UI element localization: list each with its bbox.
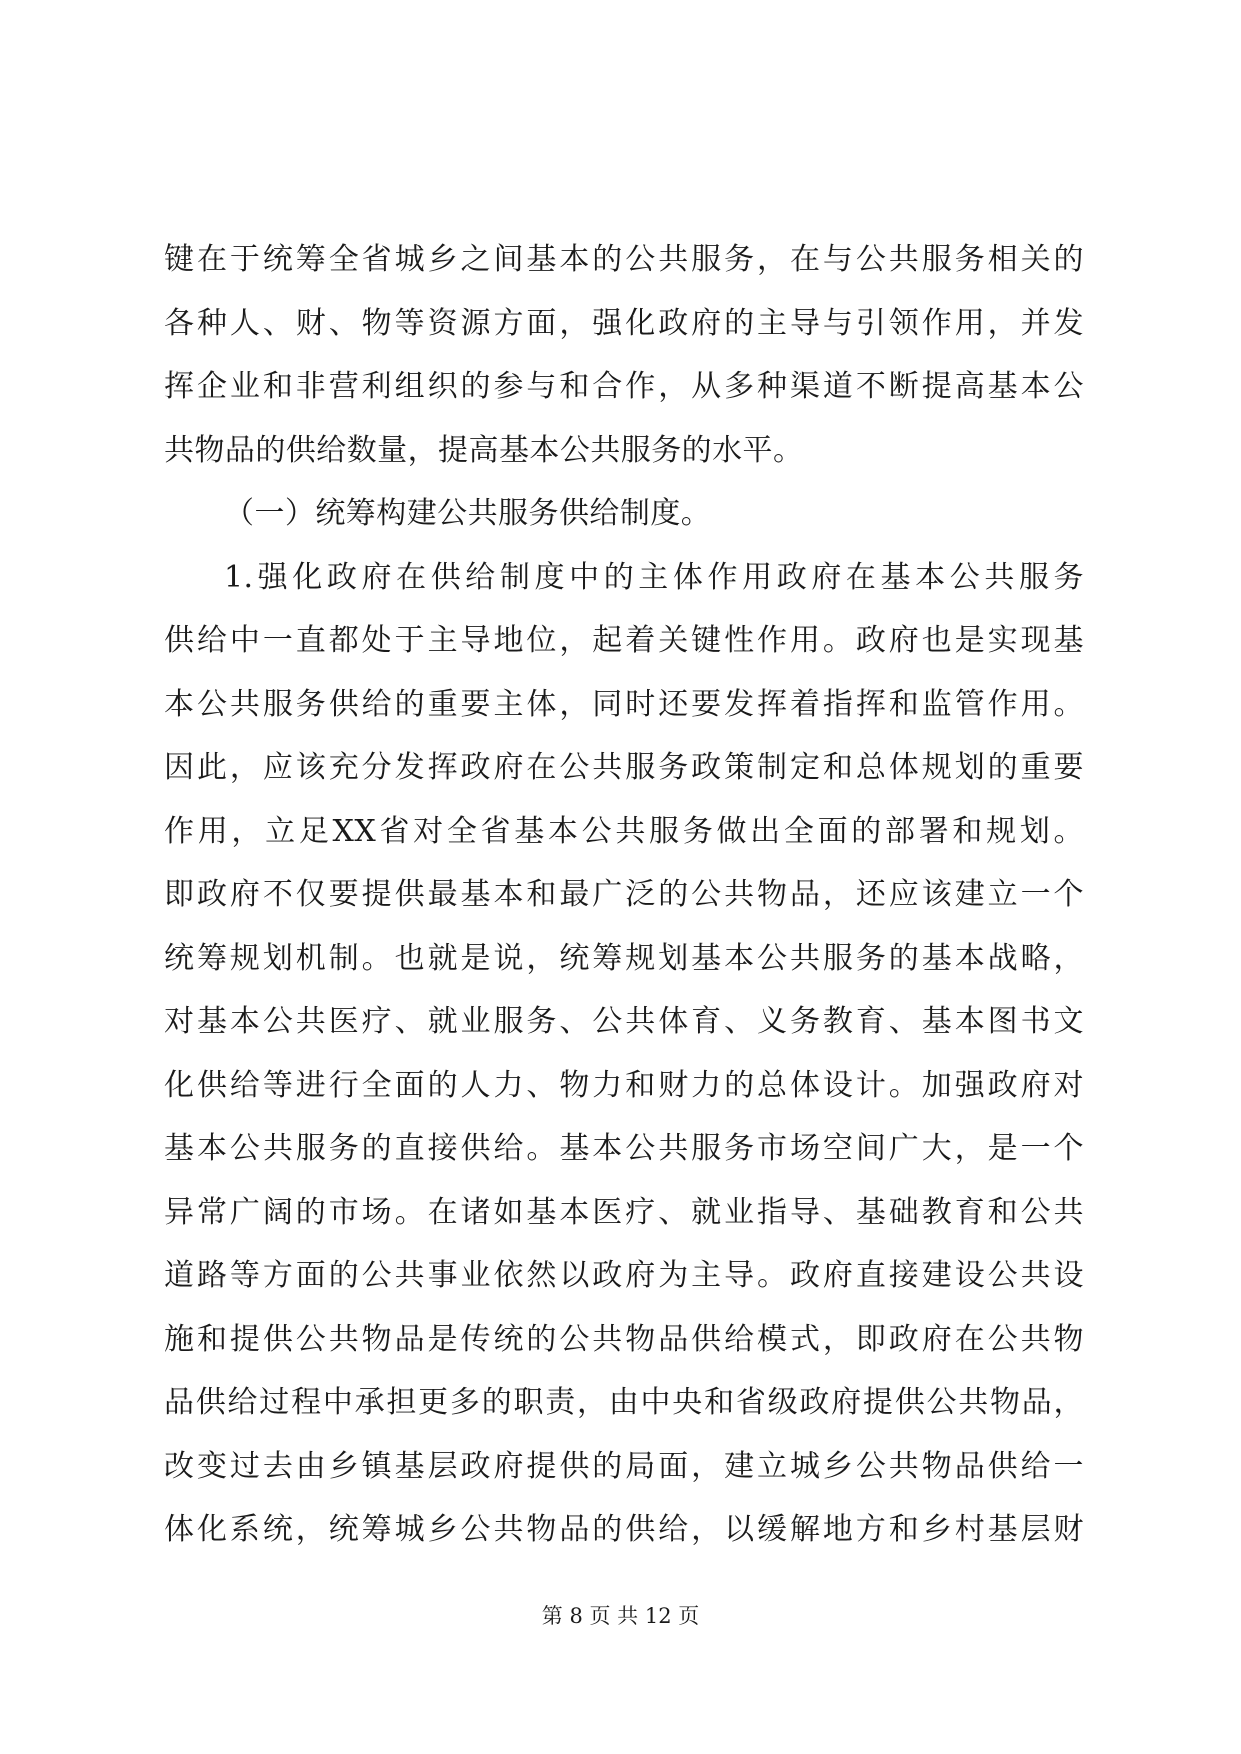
- text-line: 各种人、财、物等资源方面，强化政府的主导与引领作用，并发: [164, 305, 1084, 341]
- text-line: 体化系统，统筹城乡公共物品的供给，以缓解地方和乡村基层财: [164, 1512, 1084, 1547]
- text-line: 供给中一直都处于主导地位，起着关键性作用。政府也是实现基: [164, 623, 1084, 658]
- text-line: 道路等方面的公共事业依然以政府为主导。政府直接建设公共设: [164, 1258, 1084, 1293]
- body-text: [164, 228, 1084, 1562]
- text-line: 键在于统筹全省城乡之间基本的公共服务，在与公共服务相关的: [164, 242, 1084, 277]
- text-line: 即政府不仅要提供最基本和最广泛的公共物品，还应该建立一个: [164, 877, 1084, 912]
- text-line: 施和提供公共物品是传统的公共物品供给模式，即政府在公共物: [164, 1321, 1084, 1357]
- text-line: （一）统筹构建公共服务供给制度。: [224, 496, 712, 531]
- page-footer: 第 8 页 共 12 页: [541, 1604, 700, 1628]
- text-line: 化供给等进行全面的人力、物力和财力的总体设计。加强政府对: [164, 1067, 1084, 1103]
- text-line: 共物品的供给数量，提高基本公共服务的水平。: [164, 432, 804, 468]
- text-line: 统筹规划机制。也就是说，统筹规划基本公共服务的基本战略，: [164, 940, 1084, 976]
- text-line: 品供给过程中承担更多的职责，由中央和省级政府提供公共物品，: [164, 1385, 1084, 1420]
- text-line: 挥企业和非营利组织的参与和合作，从多种渠道不断提高基本公: [164, 369, 1084, 404]
- text-line: 异常广阔的市场。在诸如基本医疗、就业指导、基础教育和公共: [164, 1194, 1084, 1230]
- text-line: 1.强化政府在供给制度中的主体作用政府在基本公共服务: [224, 559, 1084, 595]
- text-line: 因此，应该充分发挥政府在公共服务政策制定和总体规划的重要: [164, 750, 1084, 785]
- text-line: 本公共服务供给的重要主体，同时还要发挥着指挥和监管作用。: [164, 686, 1084, 722]
- text-line: 对基本公共医疗、就业服务、公共体育、义务教育、基本图书文: [164, 1004, 1084, 1039]
- text-line: 基本公共服务的直接供给。基本公共服务市场空间广大，是一个: [164, 1131, 1084, 1166]
- text-line: 作用，立足XX省对全省基本公共服务做出全面的部署和规划。: [164, 813, 1084, 849]
- text-line: 改变过去由乡镇基层政府提供的局面，建立城乡公共物品供给一: [164, 1448, 1084, 1484]
